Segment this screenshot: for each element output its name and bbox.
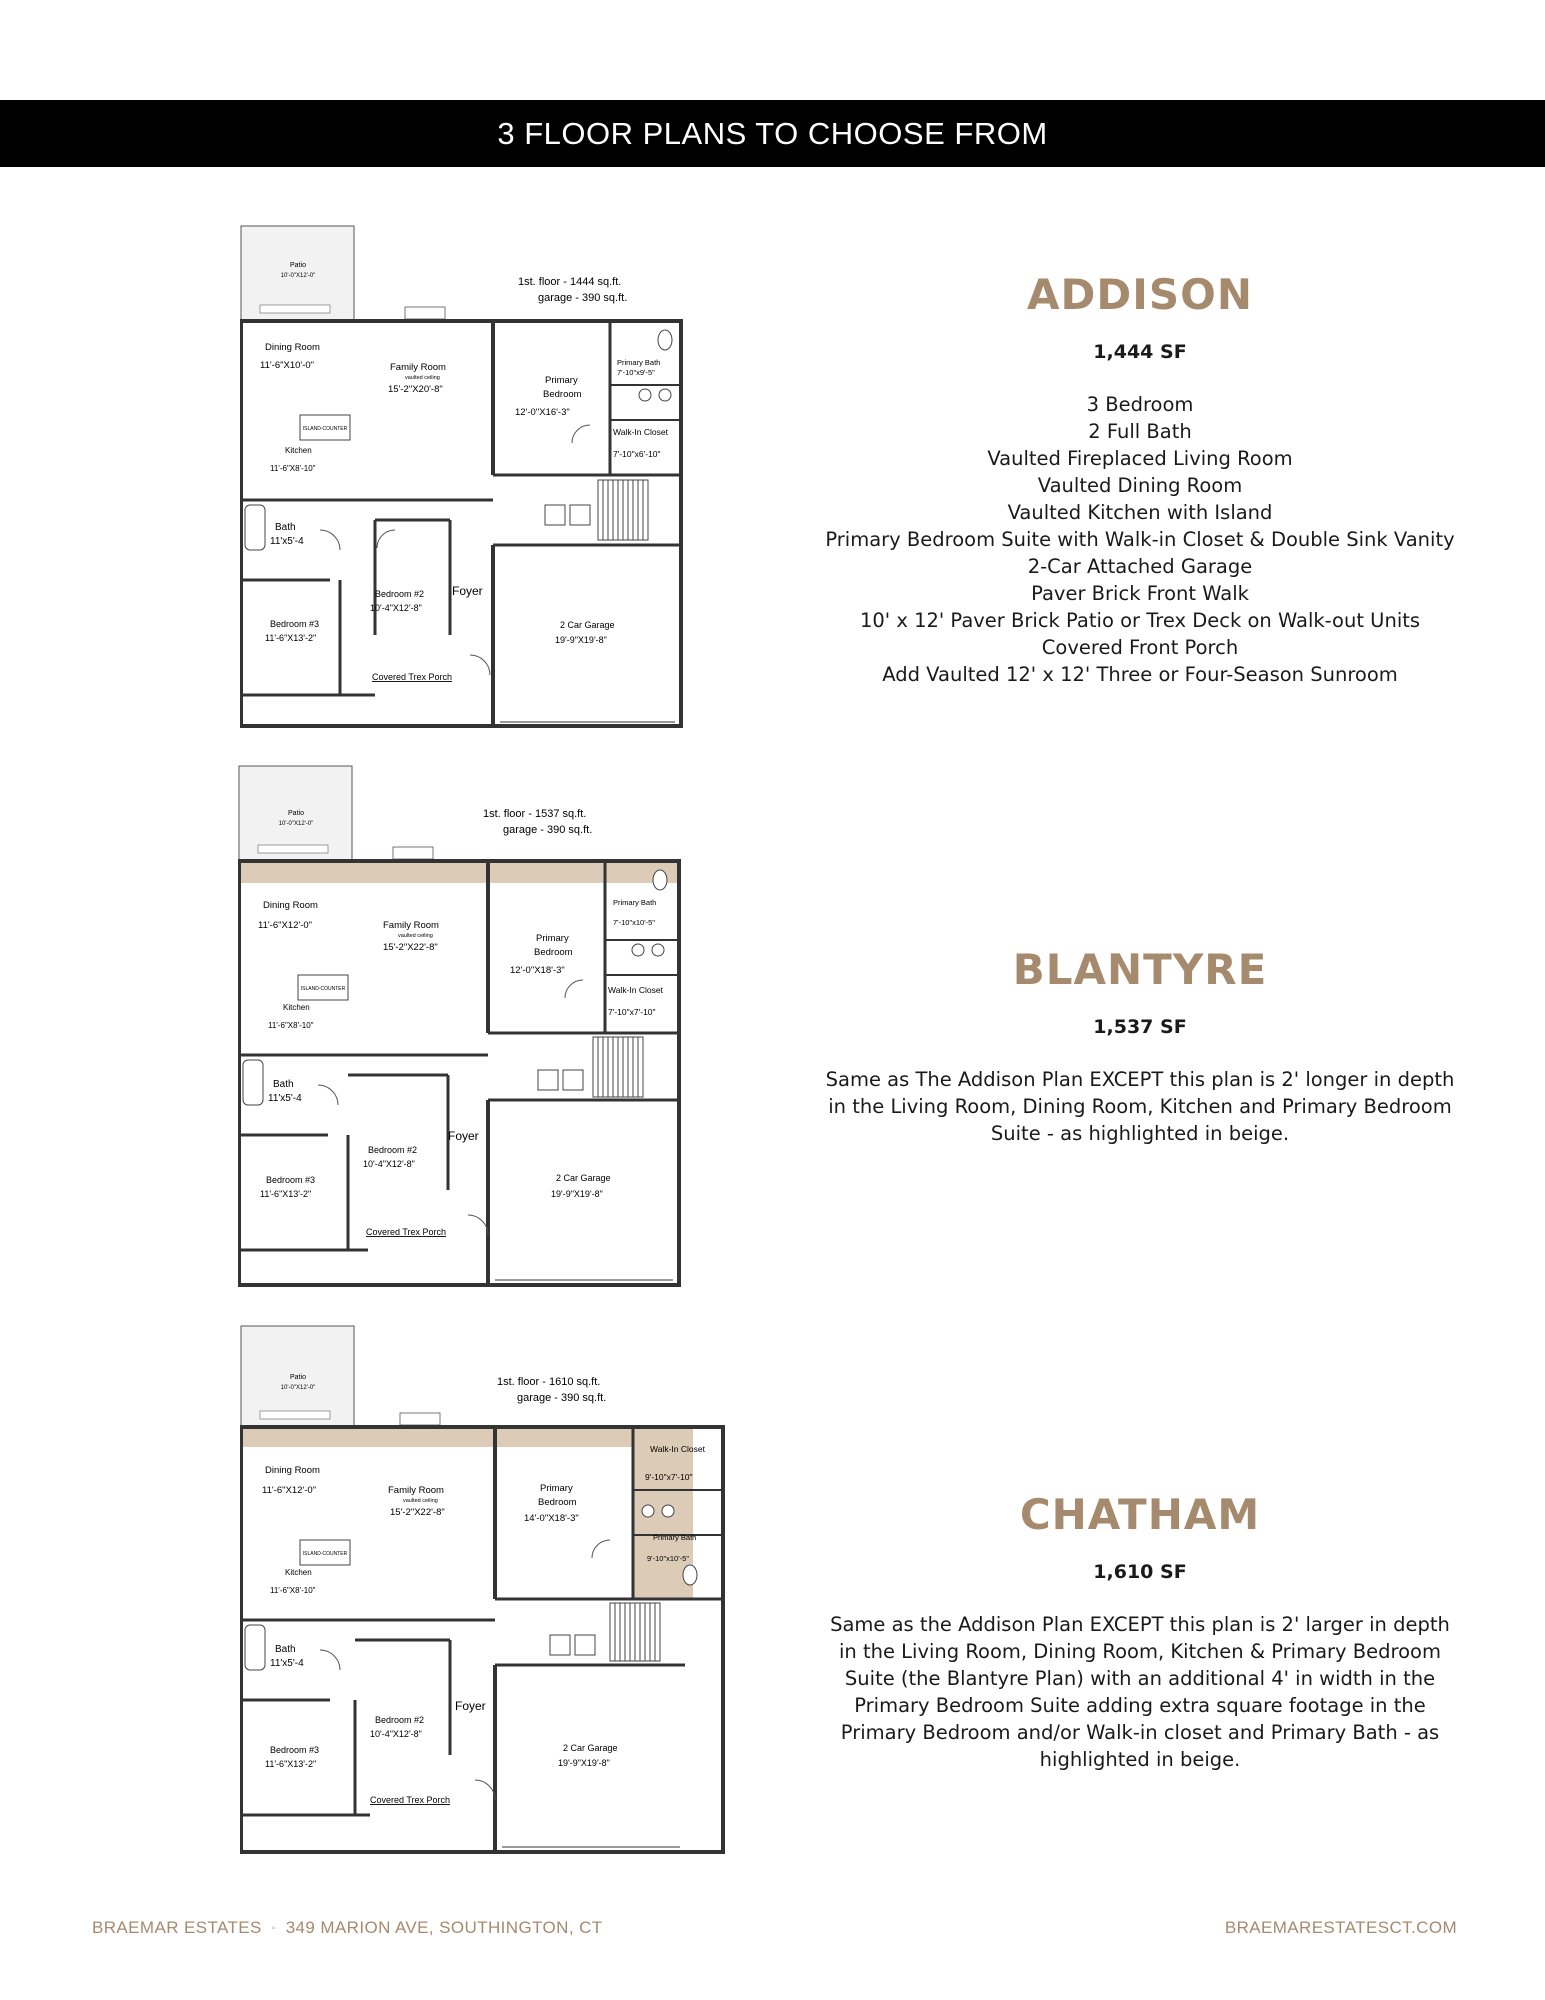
family-dim: 15'-2"X22'-8": [383, 942, 438, 953]
feature-item: Vaulted Fireplaced Living Room: [987, 447, 1293, 470]
plan-square-footage: 1,537 SF: [1093, 1016, 1187, 1038]
bed2-label: Bedroom #2: [375, 1715, 425, 1725]
porch-label: Covered Trex Porch: [366, 1227, 447, 1237]
bed3-dim: 11'-6"X13'-2": [265, 633, 317, 643]
garage-dim: 19'-9"X19'-8": [558, 1758, 610, 1768]
primary-label-2: Bedroom: [534, 947, 573, 958]
garage-label: 2 Car Garage: [560, 620, 615, 630]
kitchen-dim: 11'-6"X8'-10": [270, 464, 316, 473]
primary-label: Primary: [540, 1483, 573, 1494]
family-label: Family Room: [383, 920, 439, 931]
primary-label: Primary: [536, 933, 569, 944]
patio-dim: 10'-0"X12'-0": [280, 1385, 316, 1391]
dining-dim: 11'-6"X10'-0": [260, 360, 315, 371]
bath-dim: 11'x5'-4: [270, 1658, 304, 1669]
dining-label: Dining Room: [265, 342, 320, 353]
primary-label: Primary: [545, 375, 578, 386]
bed2-dim: 10'-4"X12'-8": [370, 1729, 422, 1739]
porch-label: Covered Trex Porch: [370, 1795, 451, 1805]
patio-label: Patio: [290, 1374, 306, 1381]
patio-dim: 10'-0"X12'-0": [278, 821, 314, 827]
feature-item: 3 Bedroom: [1086, 393, 1194, 416]
foyer-label: Foyer: [455, 1699, 486, 1713]
closet-dim: 7'-10"x6'-10": [613, 449, 661, 459]
family-label: Family Room: [388, 1485, 444, 1496]
island-label: ISLAND-COUNTER: [300, 986, 346, 992]
garage-label: 2 Car Garage: [563, 1743, 618, 1753]
title-banner: [0, 100, 1545, 167]
addison-floor-plan: [240, 225, 690, 735]
separator-icon: ◦: [271, 1923, 276, 1935]
footer-address: [92, 1918, 603, 1938]
feature-item: 10' x 12' Paver Brick Patio or Trex Deck on Walk-out Units: [859, 609, 1421, 632]
floor-area-label: 1st. floor - 1610 sq.ft.: [497, 1376, 601, 1388]
kitchen-dim: 11'-6"X8'-10": [268, 1021, 314, 1030]
kitchen-dim: 11'-6"X8'-10": [270, 1586, 316, 1595]
bath-label: Bath: [273, 1079, 294, 1090]
primary-bath-label: Primary Bath: [653, 1533, 697, 1542]
garage-dim: 19'-9"X19'-8": [555, 635, 607, 645]
dining-label: Dining Room: [265, 1465, 320, 1476]
island-label: ISLAND-COUNTER: [302, 426, 348, 432]
bed3-label: Bedroom #3: [266, 1175, 316, 1185]
primary-dim: 14'-0"X18'-3": [524, 1513, 579, 1524]
family-note: vaulted ceiling: [405, 375, 440, 381]
bed3-label: Bedroom #3: [270, 1745, 320, 1755]
foyer-label: Foyer: [448, 1129, 479, 1143]
primary-dim: 12'-0"X16'-3": [515, 407, 570, 418]
bed2-label: Bedroom #2: [375, 589, 425, 599]
floor-plan-drawing: [238, 765, 688, 1290]
bed2-dim: 10'-4"X12'-8": [370, 603, 422, 613]
dining-label: Dining Room: [263, 900, 318, 911]
feature-item: Vaulted Dining Room: [1037, 474, 1243, 497]
family-dim: 15'-2"X22'-8": [390, 1507, 445, 1518]
primary-label-2: Bedroom: [543, 389, 582, 400]
patio-label: Patio: [288, 810, 304, 817]
island-label: ISLAND-COUNTER: [302, 1551, 348, 1557]
floor-plan-drawing: [240, 225, 690, 735]
plan-name: ADDISON: [1027, 270, 1253, 319]
closet-dim: 7'-10"x7'-10": [608, 1007, 656, 1017]
bath-dim: 11'x5'-4: [270, 536, 304, 547]
garage-label: 2 Car Garage: [556, 1173, 611, 1183]
bed3-dim: 11'-6"X13'-2": [260, 1189, 312, 1199]
closet-dim: 9'-10"x7'-10": [645, 1472, 693, 1482]
family-note: vaulted ceiling: [403, 1498, 438, 1504]
floor-plan-drawing: [240, 1325, 730, 1860]
bed3-label: Bedroom #3: [270, 619, 320, 629]
closet-label: Walk-In Closet: [613, 427, 668, 437]
feature-item: 2-Car Attached Garage: [1027, 555, 1253, 578]
foyer-label: Foyer: [452, 584, 483, 598]
feature-item: Covered Front Porch: [1041, 636, 1239, 659]
brand-name: BRAEMAR ESTATES: [92, 1918, 262, 1937]
feature-item: Paver Brick Front Walk: [1031, 582, 1249, 605]
family-note: vaulted ceiling: [398, 933, 433, 939]
garage-area-label: garage - 390 sq.ft.: [503, 824, 593, 836]
plan-description: Same as The Addison Plan EXCEPT this plan is 2' longer in depth in the Living Room, Dining Room, Kitchen and Primary Bedroom Suite - as highlighted in beige.: [825, 1068, 1455, 1145]
address-text: 349 MARION AVE, SOUTHINGTON, CT: [285, 1918, 603, 1937]
bath-label: Bath: [275, 1644, 296, 1655]
addison-info: [820, 270, 1460, 688]
bed2-dim: 10'-4"X12'-8": [363, 1159, 415, 1169]
floor-area-label: 1st. floor - 1444 sq.ft.: [518, 276, 622, 288]
primary-bath-label: Primary Bath: [617, 358, 661, 367]
chatham-info: [820, 1490, 1460, 1773]
plan-square-footage: 1,610 SF: [1093, 1561, 1187, 1583]
primary-bath-label: Primary Bath: [613, 898, 657, 907]
primary-dim: 12'-0"X18'-3": [510, 965, 565, 976]
bed2-label: Bedroom #2: [368, 1145, 418, 1155]
bed3-dim: 11'-6"X13'-2": [265, 1759, 317, 1769]
dining-dim: 11'-6"X12'-0": [258, 920, 313, 931]
garage-dim: 19'-9"X19'-8": [551, 1189, 603, 1199]
primary-bath-dim: 7'-10"x9'-5": [617, 368, 655, 377]
kitchen-label: Kitchen: [285, 1568, 312, 1577]
garage-area-label: garage - 390 sq.ft.: [538, 292, 628, 304]
closet-label: Walk-In Closet: [608, 985, 663, 995]
feature-item: Primary Bedroom Suite with Walk-in Closet & Double Sink Vanity: [825, 528, 1455, 551]
patio-dim: 10'-0"X12'-0": [280, 273, 316, 279]
feature-item: Vaulted Kitchen with Island: [1007, 501, 1273, 524]
kitchen-label: Kitchen: [285, 446, 312, 455]
plan-name: BLANTYRE: [1012, 945, 1268, 994]
plan-description: Same as the Addison Plan EXCEPT this plan is 2' larger in depth in the Living Room, Dining Room, Kitchen & Primary Bedroom Suite (the Blantyre Plan) with an additional 4' in width in the Primary Bedroom Suite adding extra square footage in the Primary Bedroom and/or Walk-in closet and Primary Bath - as highlighted in beige.: [830, 1613, 1450, 1771]
feature-item: Add Vaulted 12' x 12' Three or Four-Season Sunroom: [882, 663, 1398, 686]
bath-label: Bath: [275, 522, 296, 533]
family-label: Family Room: [390, 362, 446, 373]
porch-label: Covered Trex Porch: [372, 672, 453, 682]
bath-dim: 11'x5'-4: [268, 1093, 302, 1104]
floor-area-label: 1st. floor - 1537 sq.ft.: [483, 808, 587, 820]
primary-label-2: Bedroom: [538, 1497, 577, 1508]
primary-bath-dim: 9'-10"x10'-5": [647, 1554, 689, 1563]
plan-name: CHATHAM: [1019, 1490, 1261, 1539]
kitchen-label: Kitchen: [283, 1003, 310, 1012]
garage-area-label: garage - 390 sq.ft.: [517, 1392, 607, 1404]
dining-dim: 11'-6"X12'-0": [262, 1485, 317, 1496]
family-dim: 15'-2"X20'-8": [388, 384, 443, 395]
patio-label: Patio: [290, 262, 306, 269]
blantyre-floor-plan: [238, 765, 688, 1290]
primary-bath-dim: 7'-10"x10'-5": [613, 918, 655, 927]
feature-list: [820, 391, 1460, 688]
closet-label: Walk-In Closet: [650, 1444, 705, 1454]
plan-square-footage: 1,444 SF: [1093, 341, 1187, 363]
chatham-floor-plan: [240, 1325, 730, 1860]
website-link[interactable]: BRAEMARESTATESCT.COM: [1224, 1918, 1457, 1937]
blantyre-info: [820, 945, 1460, 1147]
feature-item: 2 Full Bath: [1088, 420, 1192, 443]
page-title: 3 FLOOR PLANS TO CHOOSE FROM: [497, 115, 1048, 151]
